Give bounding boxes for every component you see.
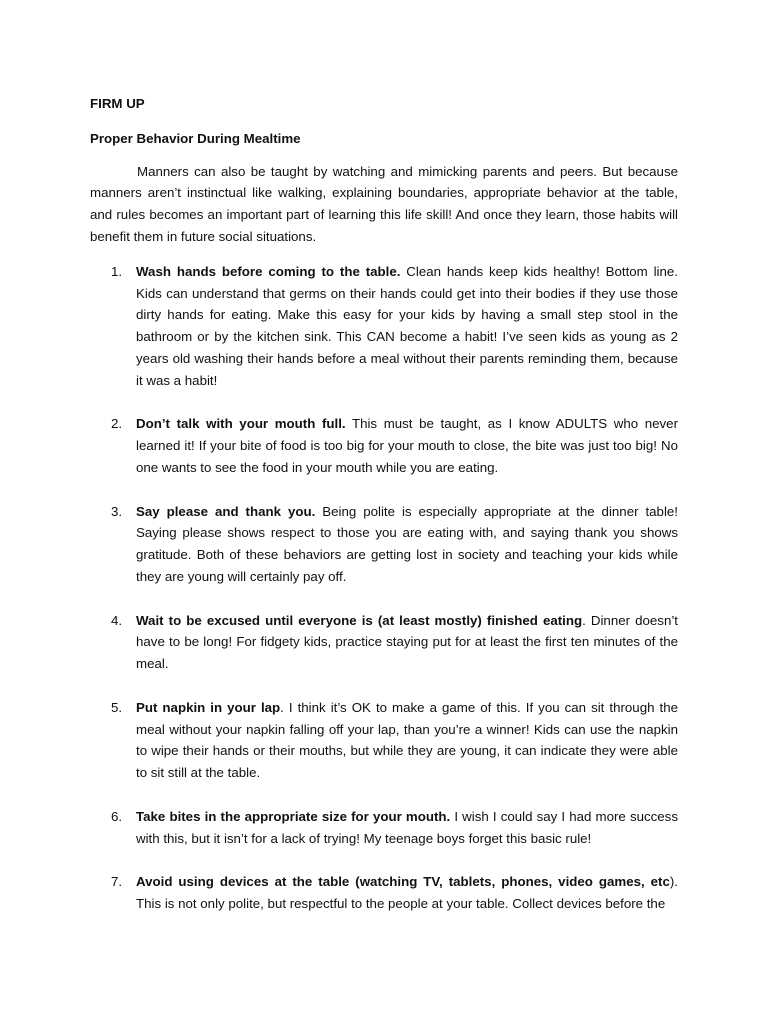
list-item-text: ). This is not only polite, but respectful to the people at your table. Collect devices before the: [136, 874, 678, 911]
list-item-text: . Dinner doesn’t have to be long! For fidgety kids, practice staying put for at least the first ten minutes of the meal.: [136, 612, 678, 672]
list-item: [90, 261, 678, 392]
intro-paragraph: Manners can also be taught by watching and mimicking parents and peers. But because manners aren’t instinctual like walking, explaining boundaries, appropriate behavior at the table, and rules becomes an important part of learning this life skill! And once they learn, those habits will benefit them in future social situations.: [90, 163, 678, 244]
list-item-body: [136, 610, 678, 675]
list-item-number: 5.: [111, 699, 123, 715]
list-item-number: 6.: [111, 808, 123, 824]
document-heading: FIRM UP: [90, 96, 145, 111]
list-item-title: Take bites in the appropriate size for your mouth.: [136, 808, 451, 824]
list-item-title: Wait to be excused until everyone is (at least mostly) finished eating: [136, 612, 583, 628]
list-item-title: Put napkin in your lap: [136, 699, 281, 715]
rules-list: [90, 261, 678, 915]
list-item-text: . I think it’s OK to make a game of this. If you can sit through the meal without your napkin falling off your lap, than you’re a winner! Kids can use the napkin to wipe their hands or their mouths, but while they are young, it can indicate they were able to sit still at the table.: [136, 699, 678, 781]
list-item-title: Avoid using devices at the table (watching TV, tablets, phones, video games, etc: [136, 874, 670, 890]
list-item: [90, 806, 678, 850]
list-item-number: 7.: [111, 874, 123, 890]
list-item: [90, 610, 678, 675]
list-item-title: Say please and thank you.: [136, 503, 316, 519]
list-item-body: [136, 501, 678, 588]
list-item-number: 2.: [111, 416, 123, 432]
list-item-text: This must be taught, as I know ADULTS who never learned it! If your bite of food is too big for your mouth to close, the bite was just too big! No one wants to see the food in your mouth while you are eating.: [136, 416, 679, 475]
list-item-body: [136, 697, 678, 784]
list-item-number: 1.: [111, 263, 123, 279]
list-item-body: [136, 806, 678, 850]
list-item: [90, 501, 678, 588]
list-item: [90, 871, 678, 915]
list-item: [90, 697, 678, 784]
list-item-text: I wish I could say I had more success with this, but it isn’t for a lack of trying! My teenage boys forget this basic rule!: [136, 808, 678, 846]
list-item-body: [136, 871, 678, 915]
list-item-number: 4.: [111, 612, 123, 628]
list-item-body: [136, 413, 678, 478]
list-item: [90, 413, 678, 478]
list-item-body: [136, 261, 678, 392]
list-item-text: Being polite is especially appropriate at the dinner table! Saying please shows respect to those you are eating with, and saying thank you shows gratitude. Both of these behaviors are getting lost in society and teaching your kids while they are young will certainly pay off.: [136, 503, 678, 584]
list-item-number: 3.: [111, 503, 123, 519]
list-item-text: Clean hands keep kids healthy! Bottom line. Kids can understand that germs on their hands could get into their bodies if they use those dirty hands for eating. Make this easy for your kids by having a small step stool in the bathroom or by the kitchen sink. This CAN become a habit! I’ve seen kids as young as 2 years old washing their hands before a meal without their parents reminding them, because it was a habit!: [136, 263, 678, 388]
list-item-title: Wash hands before coming to the table.: [136, 263, 401, 279]
list-item-title: Don’t talk with your mouth full.: [136, 416, 346, 432]
section-title: Proper Behavior During Mealtime: [90, 130, 301, 146]
